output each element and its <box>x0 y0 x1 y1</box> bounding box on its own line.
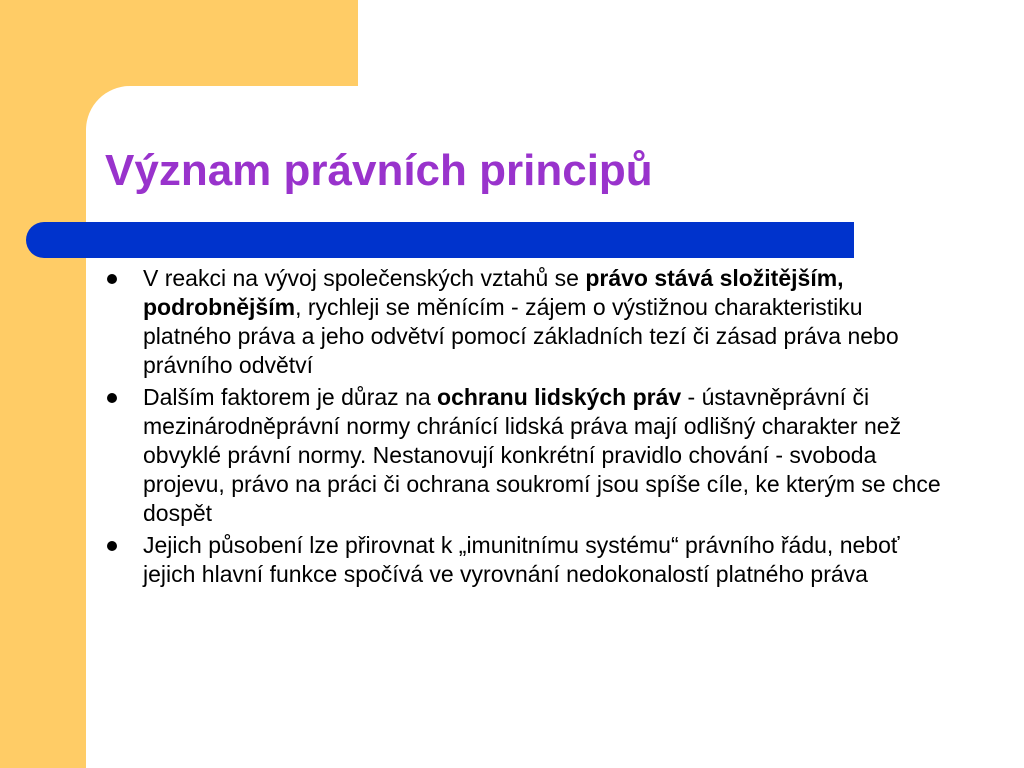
bullet-dot-icon <box>107 274 117 284</box>
bullet-item-1 <box>103 264 943 380</box>
background-accent-strip <box>0 0 86 768</box>
bullet-item-2 <box>103 383 943 528</box>
bullet-list <box>103 264 943 592</box>
bullet-dot-icon <box>107 541 117 551</box>
bullet-text-part: Dalším faktorem je důraz na <box>143 384 438 410</box>
bullet-text-emphasis: právo stává složitějším, podrobnějším <box>143 265 844 320</box>
bullet-text-part: V reakci na vývoj společenských vztahů se <box>143 265 586 291</box>
bullet-text-part: , rychleji se měnícím - zájem o výstižnou charakteristiku platného práva a jeho odvětví pomocí základních tezí či zásad práva nebo právního odvětví <box>143 294 899 378</box>
bullet-text-part: - ústavněprávní či mezinárodněprávní normy chránící lidská práva mají odlišný charakter než obvyklé právní normy. Nestanovují konkrétní pravidlo chování - svoboda projevu, právo na práci či ochrana soukromí jsou spíše cíle, ke kterým se chce dospět <box>143 384 941 526</box>
bullet-dot-icon <box>107 393 117 403</box>
bullet-item-3 <box>103 531 943 589</box>
bullet-text <box>143 384 941 526</box>
bullet-text-emphasis: ochranu lidských práv <box>437 384 682 410</box>
bullet-text-part: Jejich působení lze přirovnat k „imunitnímu systému“ právního řádu, neboť jejich hlavní funkce spočívá ve vyrovnání nedokonalostí platného práva <box>143 532 900 587</box>
title-divider-bar <box>26 222 854 258</box>
bullet-text <box>143 532 900 587</box>
bullet-text <box>143 265 899 378</box>
slide-title: Význam právních principů <box>105 146 653 195</box>
